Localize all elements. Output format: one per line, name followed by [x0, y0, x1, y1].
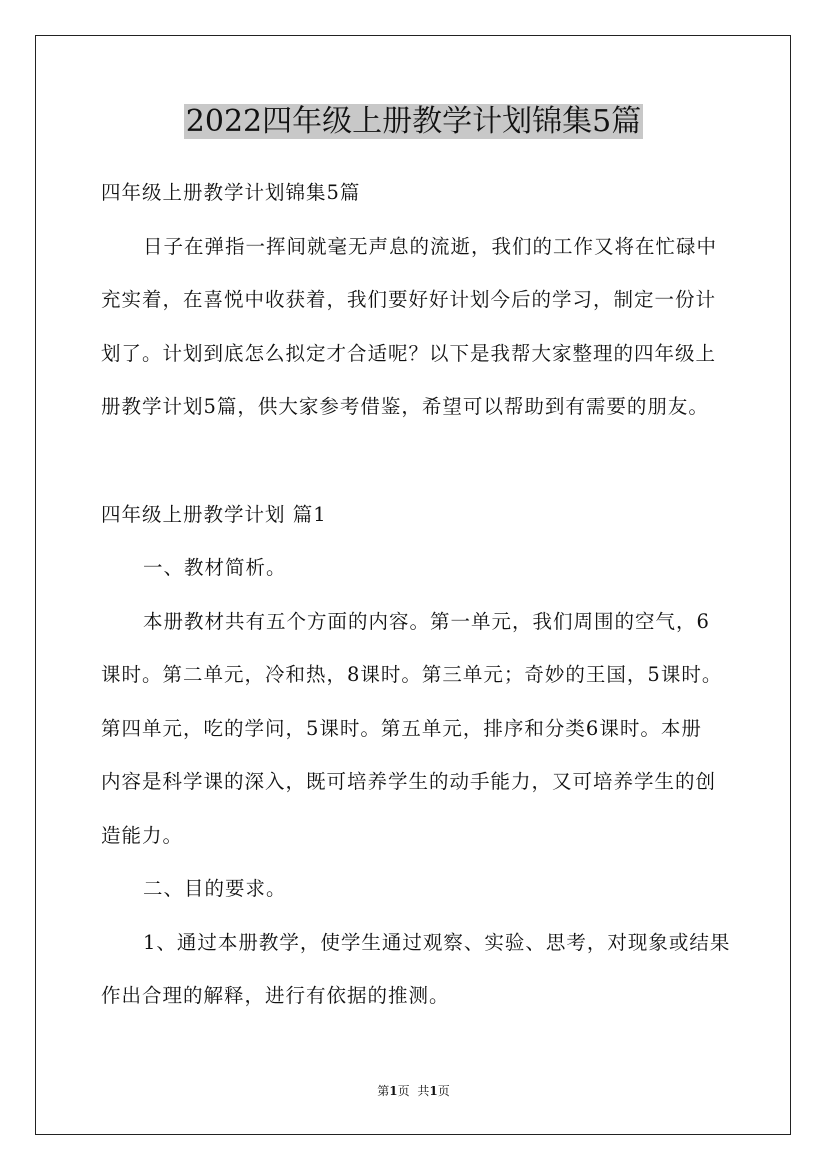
intro-line: 划了。计划到底怎么拟定才合适呢？以下是我帮大家整理的四年级上	[101, 341, 717, 365]
paragraph-spacer	[101, 441, 741, 495]
total-suffix: 页	[437, 1084, 450, 1098]
page-footer	[0, 1083, 827, 1099]
part1-line: 本册教材共有五个方面的内容。第一单元，我们周围的空气，6	[143, 609, 710, 633]
document-title-text: 2022四年级上册教学计划锦集5篇	[185, 104, 642, 139]
document-title	[0, 100, 827, 144]
intro-line: 册教学计划5篇，供大家参考借鉴，希望可以帮助到有需要的朋友。	[101, 395, 709, 418]
intro-line: 充实着，在喜悦中收获着，我们要好好计划今后的学习，制定一份计	[101, 288, 717, 311]
part1-line: 第四单元，吃的学问，5课时。第五单元，排序和分类6课时。本册	[101, 716, 702, 740]
page-suffix: 页	[397, 1084, 410, 1098]
document-body	[101, 173, 741, 1030]
section-heading: 四年级上册教学计划 篇1	[101, 502, 327, 526]
total-prefix: 共	[417, 1084, 430, 1098]
intro-line: 日子在弹指一挥间就毫无声息的流逝，我们的工作又将在忙碌中	[143, 234, 718, 258]
part2-line: 作出合理的解释，进行有依据的推测。	[101, 984, 450, 1007]
part1-heading: 一、教材简析。	[143, 556, 287, 579]
total-pages: 1	[429, 1084, 438, 1098]
part1-line: 造能力。	[101, 823, 184, 847]
page-number: 1	[389, 1084, 398, 1098]
part2-line: 1、通过本册教学，使学生通过观察、实验、思考，对现象或结果	[143, 930, 731, 954]
part2-heading: 二、目的要求。	[143, 877, 287, 900]
page-prefix: 第	[377, 1084, 390, 1098]
document-subtitle: 四年级上册教学计划锦集5篇	[101, 181, 361, 204]
part1-line: 课时。第二单元，冷和热，8课时。第三单元；奇妙的王国，5课时。	[101, 663, 723, 686]
part1-line: 内容是科学课的深入，既可培养学生的动手能力，又可培养学生的创	[101, 770, 717, 793]
